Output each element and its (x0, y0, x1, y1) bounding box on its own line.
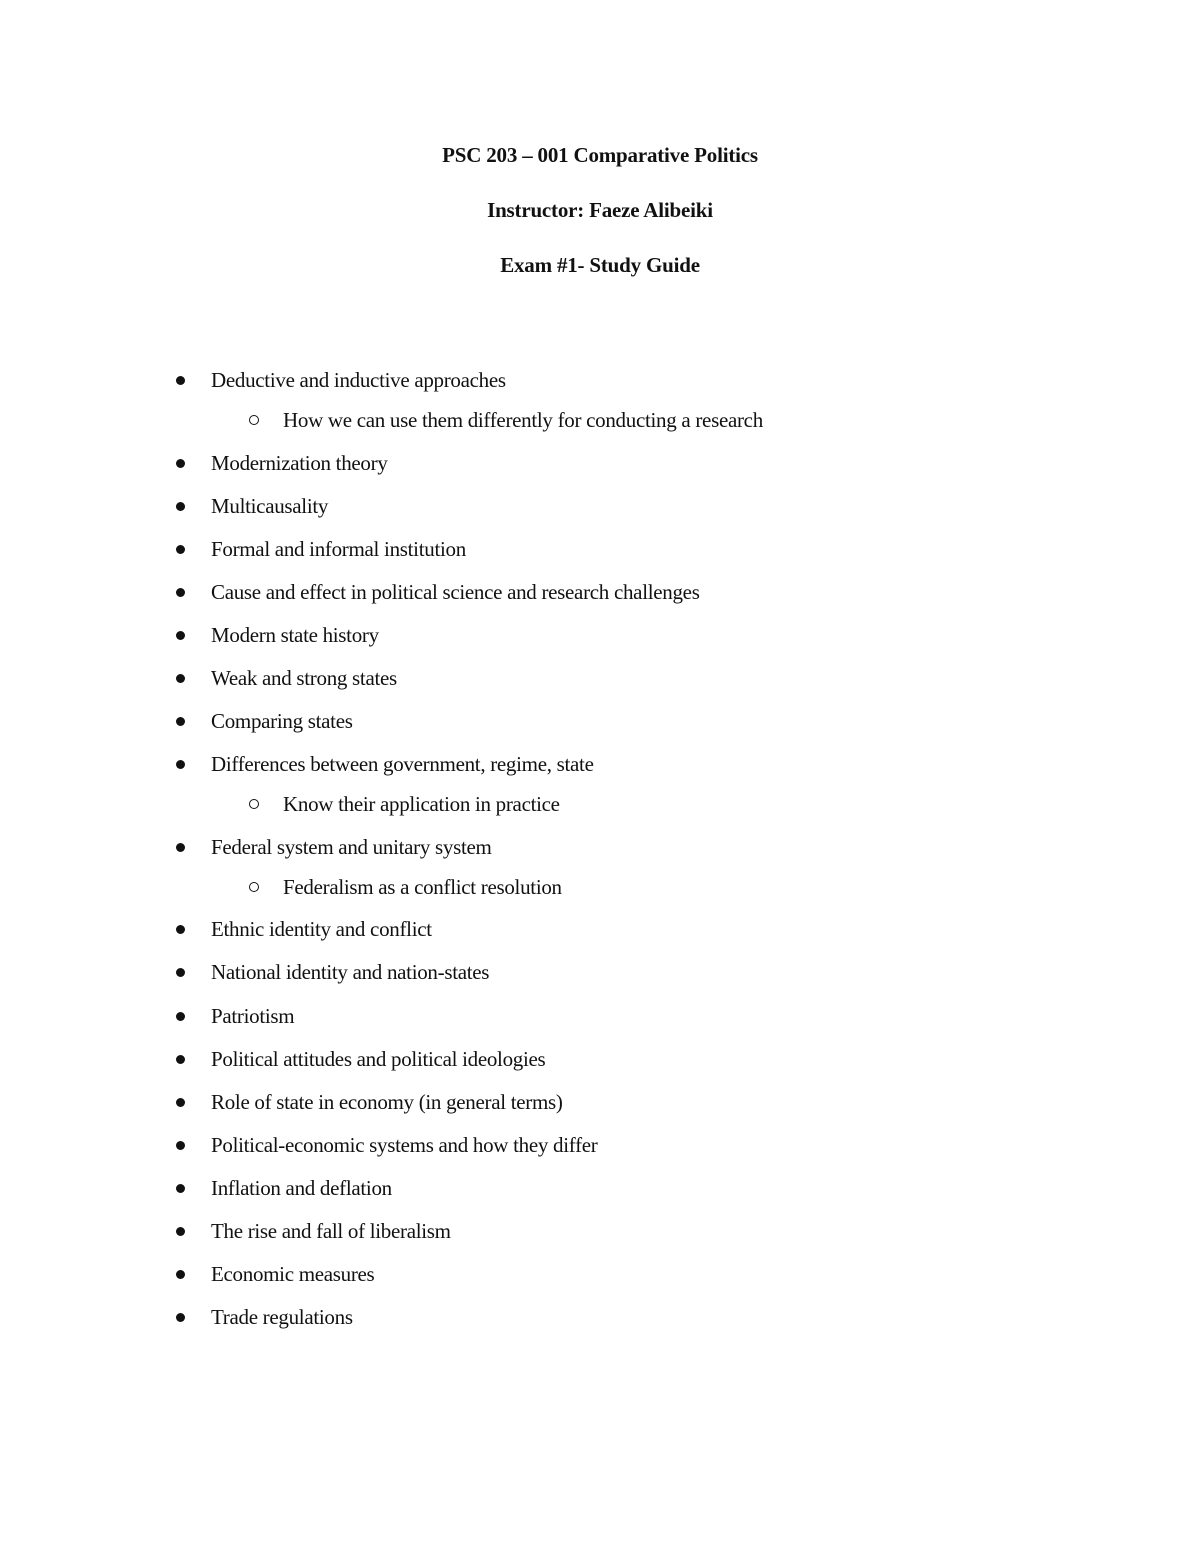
sub-list-item (0, 407, 1200, 433)
list-item (0, 579, 1200, 605)
list-item-text: Differences between government, regime, state (211, 752, 594, 776)
bullet-icon (176, 1012, 185, 1021)
bullet-icon (176, 631, 185, 640)
bullet-icon (176, 925, 185, 934)
list-item-text: Federalism as a conflict resolution (283, 875, 562, 899)
list-item (0, 751, 1200, 777)
bullet-icon (176, 843, 185, 852)
list-item-text: Deductive and inductive approaches (211, 368, 506, 392)
instructor-line: Instructor: Faeze Alibeiki (487, 198, 713, 222)
list-item (0, 1304, 1200, 1330)
list-item-text: Role of state in economy (in general terms) (211, 1090, 563, 1114)
list-item (0, 367, 1200, 393)
list-item-text: Formal and informal institution (211, 537, 466, 561)
bullet-icon (176, 545, 185, 554)
list-item (0, 493, 1200, 519)
hollow-bullet-icon (249, 415, 259, 425)
bullet-icon (176, 1313, 185, 1322)
hollow-bullet-icon (249, 799, 259, 809)
bullet-icon (176, 674, 185, 683)
bullet-icon (176, 1141, 185, 1150)
list-item-text: Economic measures (211, 1262, 375, 1286)
list-item (0, 1175, 1200, 1201)
list-item (0, 959, 1200, 985)
list-item (0, 1261, 1200, 1287)
bullet-icon (176, 588, 185, 597)
list-item-text: Federal system and unitary system (211, 835, 492, 859)
list-item-text: Ethnic identity and conflict (211, 917, 432, 941)
list-item-text: Cause and effect in political science and research challenges (211, 580, 700, 604)
list-item (0, 708, 1200, 734)
list-item (0, 1046, 1200, 1072)
list-item (0, 665, 1200, 691)
sub-list-item (0, 874, 1200, 900)
list-item (0, 916, 1200, 942)
list-item-text: Multicausality (211, 494, 329, 518)
list-item (0, 1003, 1200, 1029)
list-item-text: Modernization theory (211, 451, 388, 475)
bullet-icon (176, 968, 185, 977)
bullet-icon (176, 1227, 185, 1236)
bullet-icon (176, 459, 185, 468)
list-item-text: Patriotism (211, 1004, 295, 1028)
list-item-text: Inflation and deflation (211, 1176, 392, 1200)
bullet-icon (176, 502, 185, 511)
bullet-icon (176, 717, 185, 726)
bullet-icon (176, 1270, 185, 1279)
bullet-icon (176, 1184, 185, 1193)
exam-title: Exam #1- Study Guide (500, 253, 700, 277)
list-item-text: National identity and nation-states (211, 960, 490, 984)
list-item (0, 834, 1200, 860)
bullet-icon (176, 1098, 185, 1107)
list-item-text: Comparing states (211, 709, 353, 733)
list-item-text: Modern state history (211, 623, 379, 647)
list-item (0, 622, 1200, 648)
list-item (0, 1132, 1200, 1158)
bullet-icon (176, 376, 185, 385)
bullet-icon (176, 1055, 185, 1064)
bullet-icon (176, 760, 185, 769)
list-item (0, 1218, 1200, 1244)
course-title: PSC 203 – 001 Comparative Politics (442, 143, 758, 167)
list-item-text: Political attitudes and political ideologies (211, 1047, 546, 1071)
list-item (0, 1089, 1200, 1115)
sub-list-item (0, 791, 1200, 817)
list-item (0, 450, 1200, 476)
list-item-text: How we can use them differently for conducting a research (283, 408, 763, 432)
list-item (0, 536, 1200, 562)
list-item-text: Know their application in practice (283, 792, 560, 816)
list-item-text: Political-economic systems and how they differ (211, 1133, 598, 1157)
list-item-text: Trade regulations (211, 1305, 353, 1329)
hollow-bullet-icon (249, 882, 259, 892)
list-item-text: The rise and fall of liberalism (211, 1219, 451, 1243)
list-item-text: Weak and strong states (211, 666, 397, 690)
